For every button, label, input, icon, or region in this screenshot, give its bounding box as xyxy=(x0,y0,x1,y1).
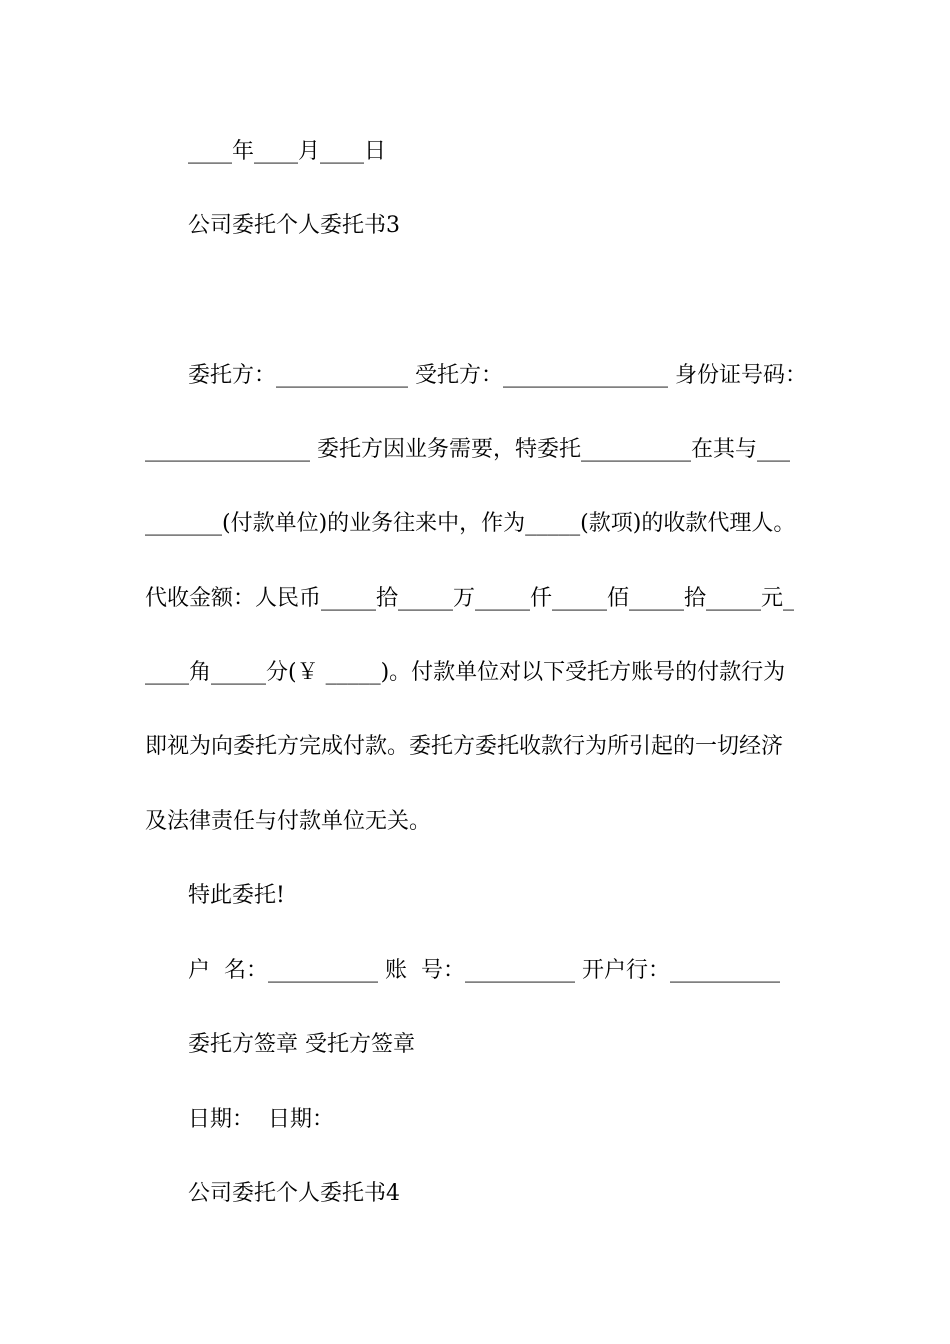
body-line-3: ____角_____分(￥ _____)。付款单位对以下受托方账号的付款行为 xyxy=(145,660,786,685)
body-line-1: _______________ 委托方因业务需要，特委托__________在其与___ xyxy=(145,437,790,462)
section-title-4: 公司委托个人委托书4 xyxy=(188,1181,400,1206)
parties-line: 委托方：____________ 受托方：_______________ 身份证号码： xyxy=(188,363,807,388)
date-labels-line: 日期： 日期： xyxy=(188,1107,334,1132)
body-line-4: 即视为向委托方完成付款。委托方委托收款行为所引起的一切经济 xyxy=(145,734,784,759)
body-line-5: 及法律责任与付款单位无关。 xyxy=(145,809,432,834)
signature-line: 委托方签章 受托方签章 xyxy=(188,1032,415,1057)
date-line: ____年____月____日 xyxy=(188,139,387,164)
body-line-2: _______(付款单位)的业务往来中，作为_____(款项)的收款代理人。 xyxy=(145,511,796,536)
closing-phrase: 特此委托! xyxy=(188,883,285,908)
account-info-line: 户 名：__________ 账 号：__________ 开户行：__________ xyxy=(188,958,780,983)
section-title-3: 公司委托个人委托书3 xyxy=(188,213,400,238)
amount-line: 代收金额：人民币_____拾_____万_____仟_____佰_____拾_____元_ xyxy=(145,586,795,611)
